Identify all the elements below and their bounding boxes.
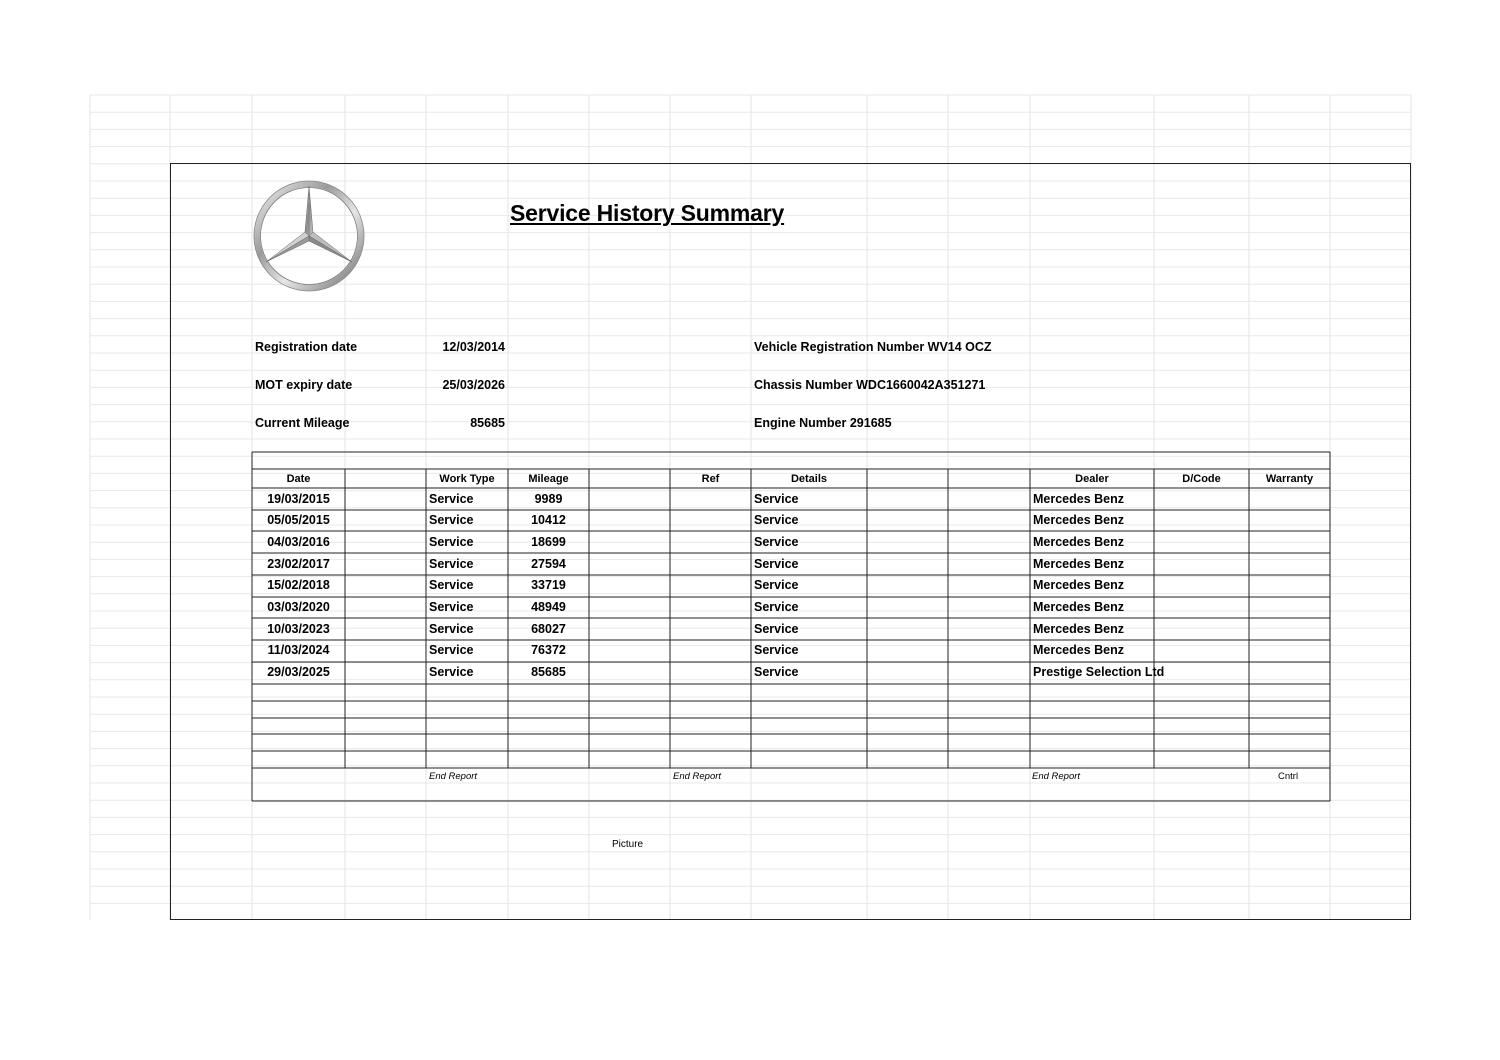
cell-work-type: Service [429, 578, 474, 592]
end-report-1: End Report [429, 771, 478, 782]
cell-dealer: Mercedes Benz [1033, 557, 1125, 571]
cell-dealer: Mercedes Benz [1033, 513, 1125, 527]
current-mileage-label: Current Mileage [255, 416, 350, 430]
cell-date: 10/03/2023 [267, 622, 330, 636]
cell-details: Service [754, 643, 799, 657]
cell-work-type: Service [429, 513, 474, 527]
cell-details: Service [754, 513, 799, 527]
current-mileage-value: 85685 [470, 416, 505, 430]
cell-dealer: Mercedes Benz [1033, 622, 1125, 636]
cell-work-type: Service [429, 492, 474, 506]
cell-work-type: Service [429, 665, 474, 679]
cell-mileage: 9989 [534, 492, 563, 506]
cell-details: Service [754, 622, 799, 636]
header-details: Details [790, 473, 828, 485]
cell-details: Service [754, 535, 799, 549]
header-ref: Ref [701, 473, 720, 485]
header-work-type: Work Type [439, 473, 495, 485]
header-date: Date [286, 473, 311, 485]
cell-date: 11/03/2024 [267, 643, 330, 657]
cell-mileage: 33719 [531, 578, 566, 592]
cell-date: 23/02/2017 [267, 557, 330, 571]
cell-dealer: Mercedes Benz [1033, 535, 1125, 549]
registration-date-value: 12/03/2014 [442, 340, 505, 354]
cell-date: 15/02/2018 [267, 578, 330, 592]
cell-dealer: Prestige Selection Ltd [1033, 665, 1165, 679]
cell-details: Service [754, 600, 799, 614]
end-report-3: End Report [1032, 771, 1081, 782]
cell-work-type: Service [429, 557, 474, 571]
header-dealer: Dealer [1075, 473, 1109, 485]
cell-details: Service [754, 665, 799, 679]
engine-number: Engine Number 291685 [754, 416, 892, 430]
cell-date: 29/03/2025 [267, 665, 330, 679]
header-warranty: Warranty [1265, 473, 1314, 485]
cell-date: 04/03/2016 [267, 535, 330, 549]
mot-expiry-label: MOT expiry date [255, 378, 353, 392]
cntrl-label: Cntrl [1278, 771, 1299, 782]
cell-mileage: 10412 [531, 513, 566, 527]
cell-dealer: Mercedes Benz [1033, 600, 1125, 614]
cell-work-type: Service [429, 622, 474, 636]
document-title: Service History Summary [510, 200, 785, 226]
chassis-number: Chassis Number WDC1660042A351271 [754, 378, 986, 392]
registration-date-label: Registration date [255, 340, 358, 354]
cell-mileage: 68027 [531, 622, 566, 636]
cell-mileage: 76372 [531, 643, 566, 657]
cell-details: Service [754, 557, 799, 571]
cell-mileage: 27594 [531, 557, 566, 571]
cell-work-type: Service [429, 600, 474, 614]
cell-date: 19/03/2015 [267, 492, 330, 506]
cell-dealer: Mercedes Benz [1033, 643, 1125, 657]
mot-expiry-value: 25/03/2026 [442, 378, 505, 392]
cell-dealer: Mercedes Benz [1033, 578, 1125, 592]
cell-work-type: Service [429, 643, 474, 657]
cell-mileage: 18699 [531, 535, 566, 549]
cell-details: Service [754, 492, 799, 506]
cell-mileage: 85685 [531, 665, 566, 679]
header-mileage: Mileage [528, 473, 569, 485]
end-report-2: End Report [673, 771, 722, 782]
cell-mileage: 48949 [531, 600, 566, 614]
vehicle-registration-number: Vehicle Registration Number WV14 OCZ [754, 340, 992, 354]
header-dcode: D/Code [1182, 473, 1221, 485]
cell-date: 05/05/2015 [267, 513, 330, 527]
cell-dealer: Mercedes Benz [1033, 492, 1125, 506]
picture-label: Picture [612, 839, 644, 850]
cell-date: 03/03/2020 [267, 600, 330, 614]
cell-details: Service [754, 578, 799, 592]
cell-work-type: Service [429, 535, 474, 549]
